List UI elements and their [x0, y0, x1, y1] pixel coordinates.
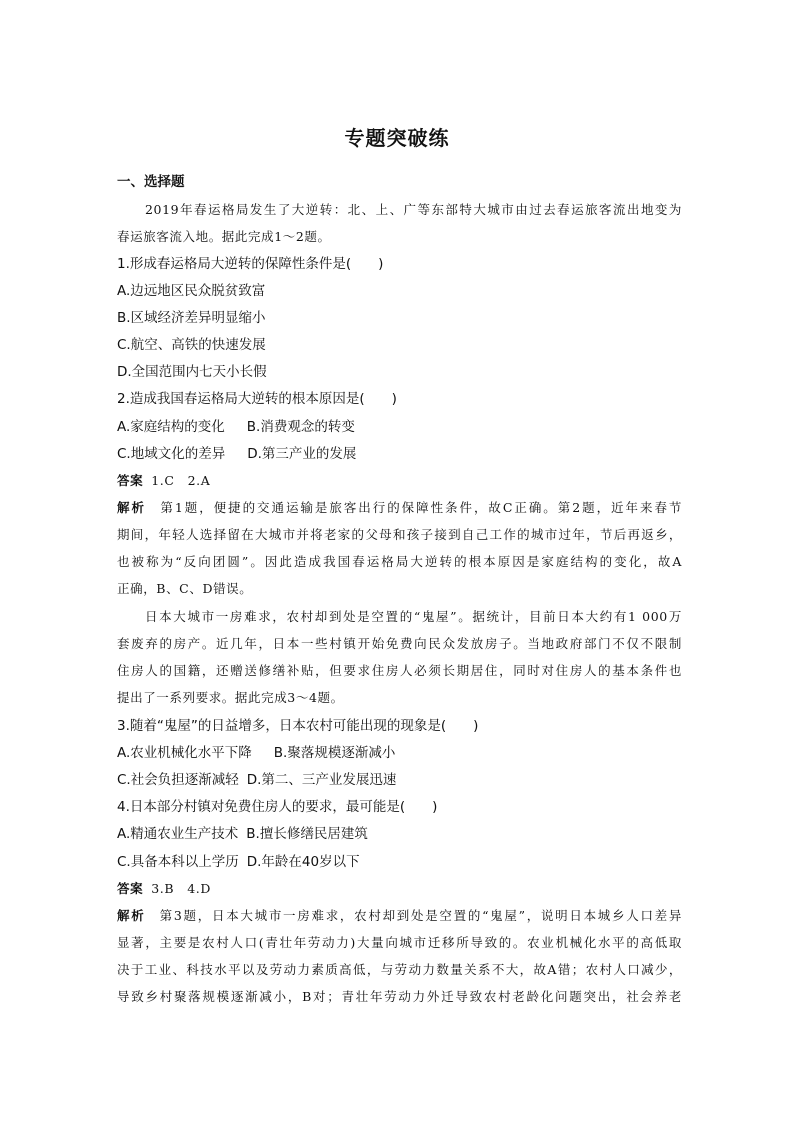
question-1-option-b: B.区域经济差异明显缩小	[117, 310, 266, 326]
question-1-option-a: A.边远地区民众脱贫致富	[117, 283, 266, 299]
analysis-2-line-2: 显著，主要是农村人口(青壮年劳动力)大量向城市迁移所导致的。农业机械化水平的高低取	[117, 935, 682, 950]
question-1-option-d: D.全国范围内七天小长假	[117, 364, 267, 380]
question-3-option-b: B.聚落规模逐渐减小	[273, 745, 396, 761]
question-2-option-b: B.消费观念的转变	[246, 419, 355, 435]
question-4-option-b: B.擅长修缮民居建筑	[246, 826, 368, 842]
question-4-option-c: C.具备本科以上学历	[117, 854, 239, 870]
analysis-1-line-4: 正确，B、C、D错误。	[117, 581, 253, 596]
question-4-option-a: A.精通农业生产技术	[117, 826, 239, 842]
answer-2-value: 3.B 4.D	[151, 881, 211, 896]
analysis-2-line-3: 决于工业、科技水平以及劳动力素质高低，与劳动力数量关系不大，故A错；农村人口减少，	[117, 962, 682, 977]
analysis-1-label: 解析	[117, 500, 146, 515]
question-3-stem: 3.随着“鬼屋”的日益增多，日本农村可能出现的现象是( )	[117, 718, 479, 734]
question-2-option-a: A.家庭结构的变化	[117, 419, 225, 435]
question-3-option-a: A.农业机械化水平下降	[117, 745, 252, 761]
question-1-stem: 1.形成春运格局大逆转的保障性条件是( )	[117, 256, 384, 272]
analysis-1-line-1	[117, 498, 682, 518]
question-2-option-d: D.第三产业的发展	[247, 446, 357, 462]
passage-2-line-3: 住房人的国籍，还赠送修缮补贴，但要求住房人必须长期居住，同时对住房人的基本条件也	[117, 663, 682, 678]
question-3-option-d: D.第二、三产业发展迅速	[246, 772, 397, 788]
answer-1	[117, 471, 682, 491]
question-2-stem: 2.造成我国春运格局大逆转的根本原因是( )	[117, 391, 397, 407]
analysis-1-text-1: 第1题，便捷的交通运输是旅客出行的保障性条件，故C正确。第2题，近年来春节	[160, 500, 682, 515]
question-4-option-d: D.年龄在40岁以下	[246, 854, 360, 870]
question-1-option-c: C.航空、高铁的快速发展	[117, 337, 266, 353]
question-4-options-cd	[117, 852, 682, 872]
passage-1-line-1: 2019年春运格局发生了大逆转：北、上、广等东部特大城市由过去春运旅客流出地变为	[145, 202, 682, 217]
question-3-option-c: C.社会负担逐渐减轻	[117, 772, 239, 788]
analysis-1-line-3: 也被称为“反向团圆”。因此造成我国春运格局大逆转的根本原因是家庭结构的变化，故A	[117, 554, 682, 569]
question-2-option-c: C.地域文化的差异	[117, 446, 226, 462]
analysis-2-line-4: 导致乡村聚落规模逐渐减小，B对；青壮年劳动力外迁导致农村老龄化问题突出，社会养老	[117, 989, 682, 1004]
page-title: 专题突破练	[344, 126, 450, 150]
passage-2-line-2: 套废弃的房产。近几年，日本一些村镇开始免费向民众发放房子。当地政府部门不仅不限制	[117, 636, 682, 651]
section-heading: 一、选择题	[117, 174, 185, 190]
question-4-options-ab	[117, 824, 682, 844]
answer-1-label: 答案	[117, 473, 144, 488]
answer-1-value: 1.C 2.A	[151, 473, 211, 488]
question-2-options-cd	[117, 444, 682, 464]
answer-2	[117, 879, 682, 899]
answer-2-label: 答案	[117, 881, 144, 896]
question-3-options-cd	[117, 770, 682, 790]
question-2-options-ab	[117, 417, 682, 437]
passage-2-line-4: 提出了一系列要求。据此完成3～4题。	[117, 690, 344, 705]
analysis-1-line-2: 期间，年轻人选择留在大城市并将老家的父母和孩子接到自己工作的城市过年，节后再返乡，	[117, 527, 682, 542]
passage-1-line-2: 春运旅客流入地。据此完成1～2题。	[117, 229, 331, 244]
analysis-2-text-1: 第3题，日本大城市一房难求，农村却到处是空置的“鬼屋”，说明日本城乡人口差异	[159, 908, 682, 923]
analysis-2-label: 解析	[117, 908, 146, 923]
analysis-2-line-1	[117, 906, 682, 926]
passage-2-line-1: 日本大城市一房难求，农村却到处是空置的“鬼屋”。据统计，目前日本大约有1 000万	[145, 609, 682, 624]
question-3-options-ab	[117, 743, 682, 763]
question-4-stem: 4.日本部分村镇对免费住房人的要求，最可能是( )	[117, 799, 438, 815]
